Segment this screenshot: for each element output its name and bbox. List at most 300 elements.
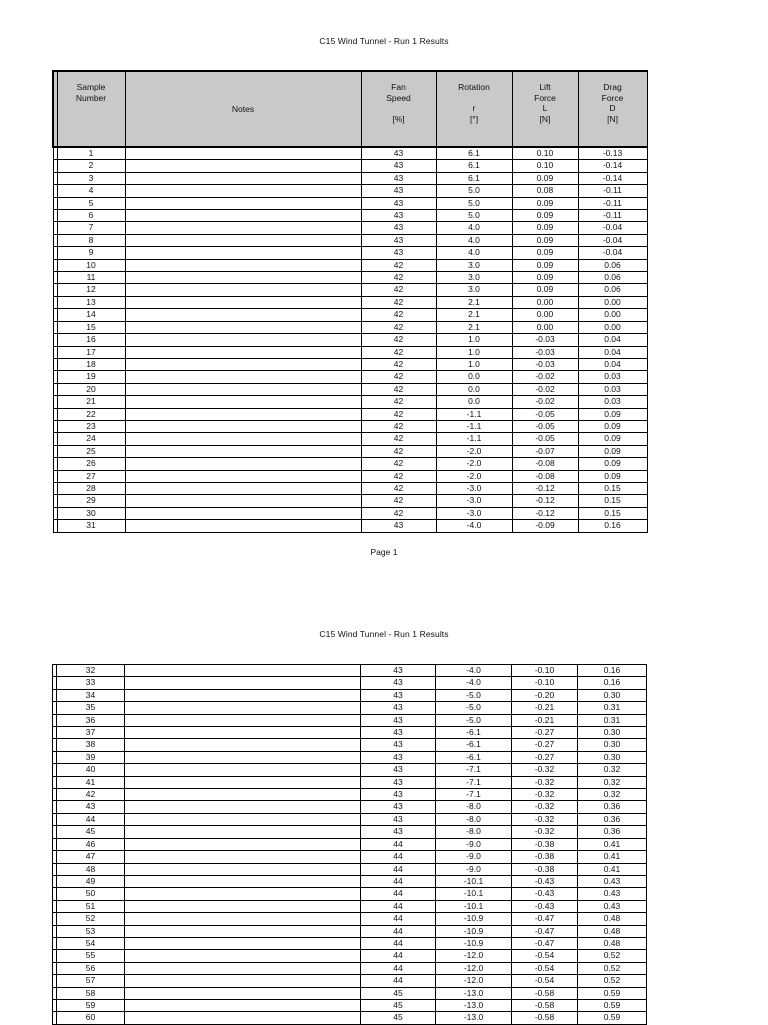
sample-number-cell: 58 [57,987,125,999]
rotation-cell: 4.0 [436,234,512,246]
fan-speed-cell: 43 [361,210,436,222]
table-row [53,913,647,925]
lift-force-cell: -0.08 [512,470,578,482]
header-row [53,71,647,147]
sample-number-cell: 37 [57,727,125,739]
sample-number-cell: 53 [57,925,125,937]
rotation-cell: 1.0 [436,358,512,370]
fan-speed-cell: 43 [361,789,436,801]
rotation-cell: -2.0 [436,445,512,457]
notes-cell [125,470,361,482]
drag-force-cell: 0.48 [578,937,647,949]
drag-force-cell: 0.09 [578,433,647,445]
sample-number-cell: 1 [57,147,125,160]
table-row [53,396,647,408]
notes-cell [125,751,361,763]
lift-force-cell: -0.05 [512,408,578,420]
fan-speed-header: Fan Speed [%] [361,71,436,147]
table-row [53,851,647,863]
lift-force-cell: -0.38 [512,851,578,863]
sample-number-cell: 24 [57,433,125,445]
lift-force-cell: 0.09 [512,222,578,234]
drag-force-cell: 0.04 [578,358,647,370]
fan-speed-cell: 44 [361,838,436,850]
rotation-cell: -8.0 [436,813,512,825]
fan-speed-cell: 42 [361,396,436,408]
lift-force-cell: -0.47 [512,913,578,925]
rotation-cell: 5.0 [436,210,512,222]
table-row [53,147,647,160]
fan-speed-cell: 42 [361,272,436,284]
rotation-cell: -10.1 [436,900,512,912]
lift-force-cell: -0.32 [512,801,578,813]
notes-cell [125,147,361,160]
lift-force-cell: -0.32 [512,826,578,838]
rotation-cell: -13.0 [436,999,512,1011]
sample-number-cell: 47 [57,851,125,863]
drag-force-cell: 0.41 [578,863,647,875]
notes-cell [125,987,361,999]
drag-force-cell: -0.04 [578,234,647,246]
rotation-cell: 6.1 [436,172,512,184]
notes-cell [125,272,361,284]
notes-cell [125,234,361,246]
table-row [53,482,647,494]
lift-force-cell: -0.47 [512,925,578,937]
drag-force-cell: 0.31 [578,714,647,726]
sample-number-cell: 48 [57,863,125,875]
notes-cell [125,888,361,900]
fan-speed-cell: 43 [361,689,436,701]
rotation-cell: -5.0 [436,702,512,714]
fan-speed-cell: 43 [361,776,436,788]
notes-cell [125,900,361,912]
drag-force-cell: 0.09 [578,458,647,470]
rotation-cell: -10.9 [436,937,512,949]
rotation-cell: -7.1 [436,764,512,776]
rotation-cell: 6.1 [436,147,512,160]
lift-force-cell: -0.38 [512,863,578,875]
sample-number-header: Sample Number [57,71,125,147]
fan-speed-cell: 43 [361,172,436,184]
sample-number-cell: 23 [57,420,125,432]
rotation-cell: 2.1 [436,309,512,321]
sample-number-cell: 6 [57,210,125,222]
sample-number-cell: 20 [57,383,125,395]
notes-cell [125,160,361,172]
rotation-cell: -8.0 [436,826,512,838]
fan-speed-cell: 42 [361,458,436,470]
drag-force-cell: 0.32 [578,764,647,776]
notes-cell [125,482,361,494]
fan-speed-cell: 45 [361,999,436,1011]
rotation-cell: -6.1 [436,739,512,751]
rotation-cell: -2.0 [436,470,512,482]
rotation-cell: -9.0 [436,838,512,850]
rotation-cell: -4.0 [436,665,512,677]
fan-speed-cell: 43 [361,160,436,172]
rotation-cell: -9.0 [436,851,512,863]
sample-number-cell: 52 [57,913,125,925]
drag-force-cell: 0.16 [578,520,647,532]
drag-force-cell: 0.16 [578,677,647,689]
drag-force-cell: 0.00 [578,321,647,333]
sample-number-cell: 44 [57,813,125,825]
fan-speed-cell: 43 [361,702,436,714]
table-row [53,334,647,346]
drag-force-cell: 0.36 [578,801,647,813]
drag-force-cell: 0.00 [578,309,647,321]
notes-cell [125,197,361,209]
sample-number-cell: 2 [57,160,125,172]
fan-speed-cell: 43 [361,665,436,677]
table-row [53,689,647,701]
table-row [53,863,647,875]
notes-cell [125,764,361,776]
rotation-cell: 5.0 [436,197,512,209]
table-row [53,259,647,271]
table-row [53,677,647,689]
table-row [53,925,647,937]
table-row [53,197,647,209]
lift-force-cell: -0.47 [512,937,578,949]
table-row [53,346,647,358]
drag-force-cell: 0.41 [578,851,647,863]
sample-number-cell: 22 [57,408,125,420]
fan-speed-cell: 42 [361,358,436,370]
drag-force-cell: 0.32 [578,776,647,788]
notes-cell [125,458,361,470]
fan-speed-cell: 43 [361,813,436,825]
drag-force-cell: 0.15 [578,507,647,519]
lift-force-cell: 0.00 [512,309,578,321]
sample-number-cell: 39 [57,751,125,763]
fan-speed-cell: 42 [361,346,436,358]
notes-cell [125,1012,361,1024]
lift-force-cell: 0.09 [512,210,578,222]
drag-force-cell: -0.11 [578,197,647,209]
lift-force-cell: -0.54 [512,975,578,987]
rotation-cell: -5.0 [436,689,512,701]
rotation-cell: -2.0 [436,458,512,470]
sample-number-cell: 54 [57,937,125,949]
sample-number-cell: 38 [57,739,125,751]
table-row [53,321,647,333]
drag-force-cell: 0.48 [578,925,647,937]
rotation-cell: -3.0 [436,495,512,507]
fan-speed-cell: 42 [361,259,436,271]
notes-cell [125,999,361,1011]
fan-speed-cell: 43 [361,714,436,726]
sample-number-cell: 31 [57,520,125,532]
lift-force-cell: -0.32 [512,789,578,801]
fan-speed-cell: 42 [361,470,436,482]
fan-speed-cell: 43 [361,147,436,160]
notes-cell [125,665,361,677]
lift-force-cell: -0.32 [512,764,578,776]
fan-speed-cell: 44 [361,925,436,937]
lift-force-cell: 0.09 [512,284,578,296]
notes-cell [125,371,361,383]
page-title: C15 Wind Tunnel - Run 1 Results [319,36,449,46]
drag-force-cell: -0.04 [578,247,647,259]
drag-force-cell: 0.30 [578,751,647,763]
lift-force-cell: -0.02 [512,371,578,383]
notes-cell [125,172,361,184]
rotation-cell: 3.0 [436,259,512,271]
results-body-page-2 [53,665,647,1025]
fan-speed-cell: 44 [361,863,436,875]
drag-force-header: Drag Force D [N] [578,71,647,147]
notes-cell [125,813,361,825]
notes-cell [125,913,361,925]
rotation-cell: 1.0 [436,346,512,358]
lift-force-header: Lift Force L [N] [512,71,578,147]
sample-number-cell: 27 [57,470,125,482]
notes-cell [125,445,361,457]
rotation-cell: -10.1 [436,888,512,900]
fan-speed-cell: 42 [361,445,436,457]
results-body-page-1 [53,147,647,532]
rotation-cell: -9.0 [436,863,512,875]
sample-number-cell: 21 [57,396,125,408]
notes-cell [125,714,361,726]
sample-number-cell: 7 [57,222,125,234]
fan-speed-cell: 42 [361,284,436,296]
notes-cell [125,420,361,432]
fan-speed-cell: 42 [361,334,436,346]
notes-cell [125,520,361,532]
drag-force-cell: -0.11 [578,185,647,197]
rotation-cell: 0.0 [436,383,512,395]
notes-cell [125,975,361,987]
table-row [53,962,647,974]
table-row [53,520,647,532]
sample-number-cell: 57 [57,975,125,987]
drag-force-cell: 0.43 [578,888,647,900]
drag-force-cell: 0.41 [578,838,647,850]
drag-force-cell: 0.59 [578,987,647,999]
lift-force-cell: -0.03 [512,334,578,346]
notes-cell [125,826,361,838]
lift-force-cell: -0.58 [512,999,578,1011]
lift-force-cell: 0.09 [512,197,578,209]
rotation-cell: -4.0 [436,677,512,689]
drag-force-cell: 0.36 [578,813,647,825]
table-row [53,776,647,788]
table-row [53,433,647,445]
lift-force-cell: 0.09 [512,172,578,184]
fan-speed-cell: 42 [361,433,436,445]
fan-speed-cell: 43 [361,739,436,751]
notes-cell [125,702,361,714]
rotation-cell: -10.9 [436,925,512,937]
table-row [53,714,647,726]
table-row [53,272,647,284]
drag-force-cell: 0.09 [578,408,647,420]
lift-force-cell: -0.58 [512,1012,578,1024]
sample-number-cell: 46 [57,838,125,850]
drag-force-cell: 0.52 [578,950,647,962]
drag-force-cell: 0.03 [578,371,647,383]
notes-cell [125,284,361,296]
table-row [53,826,647,838]
sample-number-cell: 9 [57,247,125,259]
notes-cell [125,507,361,519]
drag-force-cell: 0.04 [578,346,647,358]
fan-speed-cell: 44 [361,950,436,962]
sample-number-cell: 45 [57,826,125,838]
table-row [53,160,647,172]
lift-force-cell: 0.00 [512,321,578,333]
notes-cell [125,875,361,887]
lift-force-cell: 0.09 [512,234,578,246]
table-row [53,751,647,763]
lift-force-cell: -0.43 [512,900,578,912]
sample-number-cell: 29 [57,495,125,507]
rotation-cell: 5.0 [436,185,512,197]
notes-cell [125,925,361,937]
sample-number-cell: 50 [57,888,125,900]
fan-speed-cell: 42 [361,408,436,420]
lift-force-cell: 0.09 [512,272,578,284]
notes-cell [125,247,361,259]
notes-cell [125,383,361,395]
notes-cell [125,962,361,974]
notes-cell [125,334,361,346]
rotation-cell: 2.1 [436,296,512,308]
lift-force-cell: -0.54 [512,950,578,962]
lift-force-cell: -0.58 [512,987,578,999]
rotation-cell: -3.0 [436,482,512,494]
fan-speed-cell: 44 [361,875,436,887]
drag-force-cell: 0.30 [578,727,647,739]
lift-force-cell: -0.05 [512,420,578,432]
fan-speed-cell: 43 [361,801,436,813]
sample-number-cell: 5 [57,197,125,209]
sample-number-cell: 17 [57,346,125,358]
notes-cell [125,776,361,788]
rotation-cell: -6.1 [436,727,512,739]
fan-speed-cell: 42 [361,420,436,432]
rotation-cell: -12.0 [436,962,512,974]
rotation-cell: -6.1 [436,751,512,763]
fan-speed-cell: 43 [361,185,436,197]
sample-number-cell: 60 [57,1012,125,1024]
sample-number-cell: 34 [57,689,125,701]
table-row [53,999,647,1011]
sample-number-cell: 3 [57,172,125,184]
lift-force-cell: -0.12 [512,495,578,507]
drag-force-cell: 0.06 [578,272,647,284]
lift-force-cell: -0.21 [512,702,578,714]
fan-speed-cell: 42 [361,296,436,308]
fan-speed-cell: 44 [361,975,436,987]
sample-number-cell: 56 [57,962,125,974]
sample-number-cell: 11 [57,272,125,284]
lift-force-cell: 0.09 [512,247,578,259]
fan-speed-cell: 43 [361,234,436,246]
rotation-cell: -7.1 [436,789,512,801]
lift-force-cell: -0.43 [512,888,578,900]
rotation-cell: -1.1 [436,420,512,432]
table-row [53,247,647,259]
drag-force-cell: 0.09 [578,470,647,482]
lift-force-cell: -0.03 [512,346,578,358]
drag-force-cell: 0.30 [578,739,647,751]
fan-speed-cell: 44 [361,900,436,912]
table-row [53,702,647,714]
notes-cell [125,259,361,271]
notes-cell [125,838,361,850]
sample-number-cell: 19 [57,371,125,383]
sample-number-cell: 59 [57,999,125,1011]
rotation-cell: 3.0 [436,284,512,296]
drag-force-cell: 0.36 [578,826,647,838]
drag-force-cell: 0.52 [578,975,647,987]
lift-force-cell: 0.09 [512,259,578,271]
lift-force-cell: -0.20 [512,689,578,701]
rotation-cell: -12.0 [436,950,512,962]
drag-force-cell: -0.04 [578,222,647,234]
table-row [53,408,647,420]
fan-speed-cell: 42 [361,321,436,333]
table-row [53,739,647,751]
rotation-cell: 0.0 [436,396,512,408]
table-row [53,950,647,962]
notes-cell [125,321,361,333]
lift-force-cell: 0.08 [512,185,578,197]
table-row [53,801,647,813]
sample-number-cell: 25 [57,445,125,457]
drag-force-cell: 0.06 [578,284,647,296]
sample-number-cell: 41 [57,776,125,788]
lift-force-cell: -0.10 [512,665,578,677]
drag-force-cell: 0.43 [578,875,647,887]
drag-force-cell: 0.03 [578,383,647,395]
table-row [53,458,647,470]
notes-cell [125,433,361,445]
sample-number-cell: 15 [57,321,125,333]
drag-force-cell: 0.32 [578,789,647,801]
results-table-page-2 [52,664,647,1025]
notes-cell [125,739,361,751]
drag-force-cell: -0.14 [578,172,647,184]
table-row [53,470,647,482]
drag-force-cell: 0.15 [578,482,647,494]
lift-force-cell: -0.27 [512,727,578,739]
table-row [53,234,647,246]
fan-speed-cell: 43 [361,764,436,776]
sample-number-cell: 32 [57,665,125,677]
rotation-cell: -8.0 [436,801,512,813]
rotation-cell: -3.0 [436,507,512,519]
fan-speed-cell: 42 [361,371,436,383]
sample-number-cell: 33 [57,677,125,689]
lift-force-cell: -0.02 [512,383,578,395]
drag-force-cell: 0.59 [578,1012,647,1024]
table-row [53,665,647,677]
table-row [53,875,647,887]
lift-force-cell: -0.03 [512,358,578,370]
notes-cell [125,408,361,420]
notes-cell [125,950,361,962]
table-row [53,975,647,987]
table-row [53,445,647,457]
sample-number-cell: 16 [57,334,125,346]
drag-force-cell: 0.31 [578,702,647,714]
notes-cell [125,689,361,701]
